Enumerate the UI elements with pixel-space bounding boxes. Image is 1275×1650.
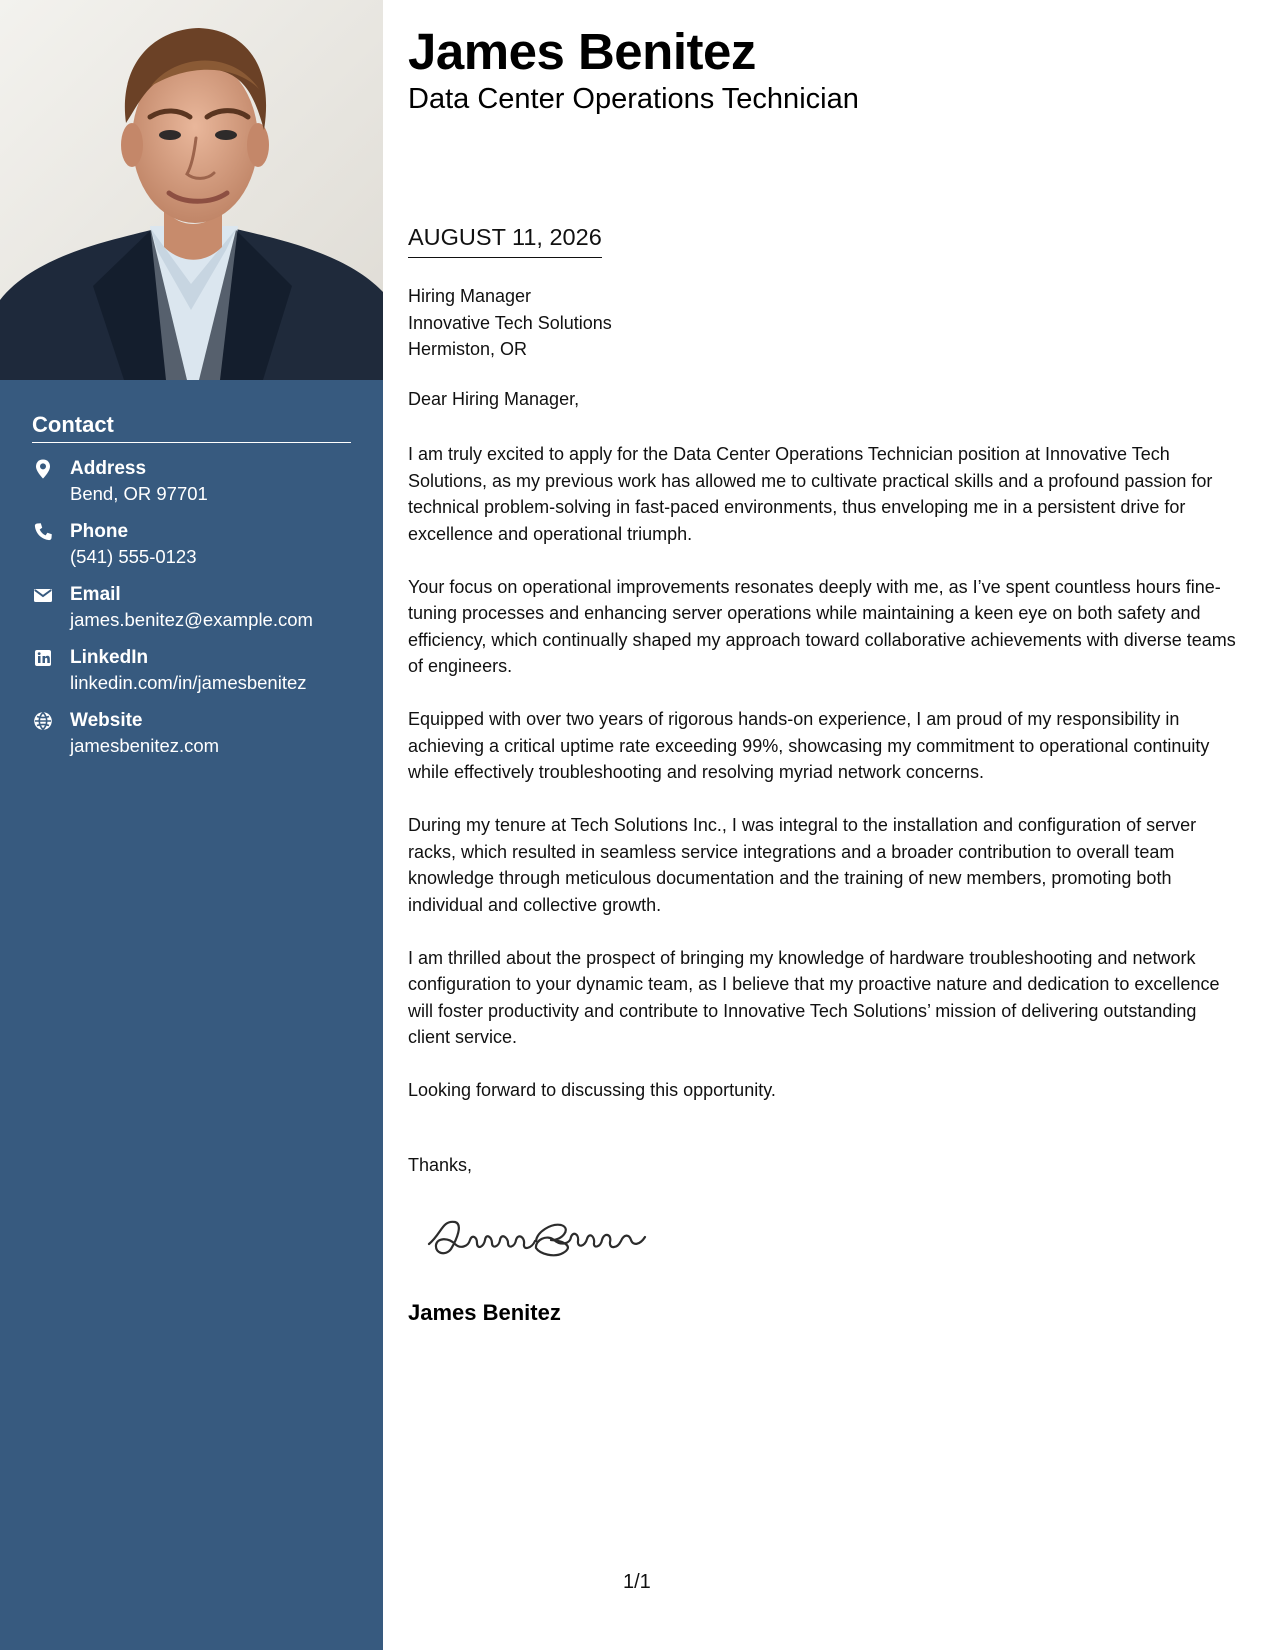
linkedin-link[interactable]: linkedin.com/in/jamesbenitez — [70, 672, 307, 693]
letter-body — [408, 441, 1243, 1130]
recipient-block — [408, 283, 612, 363]
contact-label: Email — [70, 584, 121, 605]
envelope-icon — [32, 584, 54, 606]
letter-paragraph: During my tenure at Tech Solutions Inc., I was integral to the installation and configuration of server racks, which resulted in seamless service integrations and a broader contribution to overall team knowledge through meticulous documentation and the training of new members, promoting both individual and collective growth. — [408, 815, 1197, 915]
contact-item-phone — [32, 521, 362, 584]
contact-label: Phone — [70, 521, 129, 542]
recipient-line: Hiring Manager — [408, 286, 532, 306]
handwritten-signature — [424, 1210, 664, 1260]
candidate-name: James Benitez — [408, 23, 756, 80]
phone-icon — [32, 521, 54, 543]
contact-label: LinkedIn — [70, 647, 149, 668]
contact-item-email — [32, 584, 362, 647]
profile-photo — [0, 0, 383, 380]
letter-paragraph: Looking forward to discussing this opportunity. — [408, 1080, 776, 1100]
contact-item-linkedin — [32, 647, 362, 710]
letter-date: AUGUST 11, 2026 — [408, 224, 602, 258]
globe-icon — [32, 710, 54, 732]
contact-label: Address — [70, 458, 147, 479]
contact-item-website — [32, 710, 362, 773]
page-number: 1/1 — [623, 1571, 651, 1593]
contact-heading: Contact — [32, 412, 351, 443]
signed-name: James Benitez — [408, 1300, 561, 1325]
contact-list — [32, 458, 362, 773]
letter-paragraph: Your focus on operational improvements resonates deeply with me, as I’ve spent countless hours fine-tuning processes and enhancing server operations while maintaining a keen eye on both safety and efficiency, which continually shaped my approach toward collaborative achievements with diverse teams of engineers. — [408, 576, 1236, 676]
letter-paragraph: Equipped with over two years of rigorous hands-on experience, I am proud of my responsibility in achieving a critical uptime rate exceeding 99%, showcasing my commitment to operational continuity while effectively troubleshooting and resolving myriad network concerns. — [408, 709, 1210, 782]
letter-paragraph: I am truly excited to apply for the Data Center Operations Technician position at Innovative Tech Solutions, as my previous work has allowed me to cultivate practical skills and a profound passion for technical problem-solving in fast-paced environments, thus enveloping me in a persistent drive for excellence and operational triumph. — [408, 444, 1213, 544]
website-link[interactable]: jamesbenitez.com — [70, 735, 220, 756]
contact-label: Website — [70, 710, 143, 731]
recipient-line: Innovative Tech Solutions — [408, 312, 612, 333]
job-title: Data Center Operations Technician — [408, 83, 859, 115]
linkedin-icon — [32, 647, 54, 669]
contact-item-address — [32, 458, 362, 521]
letter-paragraph: I am thrilled about the prospect of bringing my knowledge of hardware troubleshooting and network configuration to your dynamic team, as I believe that my proactive nature and dedication to excellence will foster productivity and contribute to Innovative Tech Solutions’ mission of delivering outstanding client service. — [408, 947, 1220, 1047]
closing: Thanks, — [408, 1155, 473, 1175]
salutation: Dear Hiring Manager, — [408, 389, 580, 409]
phone-value: (541) 555-0123 — [70, 546, 197, 567]
sidebar — [0, 0, 383, 1650]
address-value: Bend, OR 97701 — [70, 483, 208, 504]
location-pin-icon — [32, 458, 54, 480]
email-link[interactable]: james.benitez@example.com — [70, 609, 313, 630]
recipient-line: Hermiston, OR — [408, 339, 528, 359]
